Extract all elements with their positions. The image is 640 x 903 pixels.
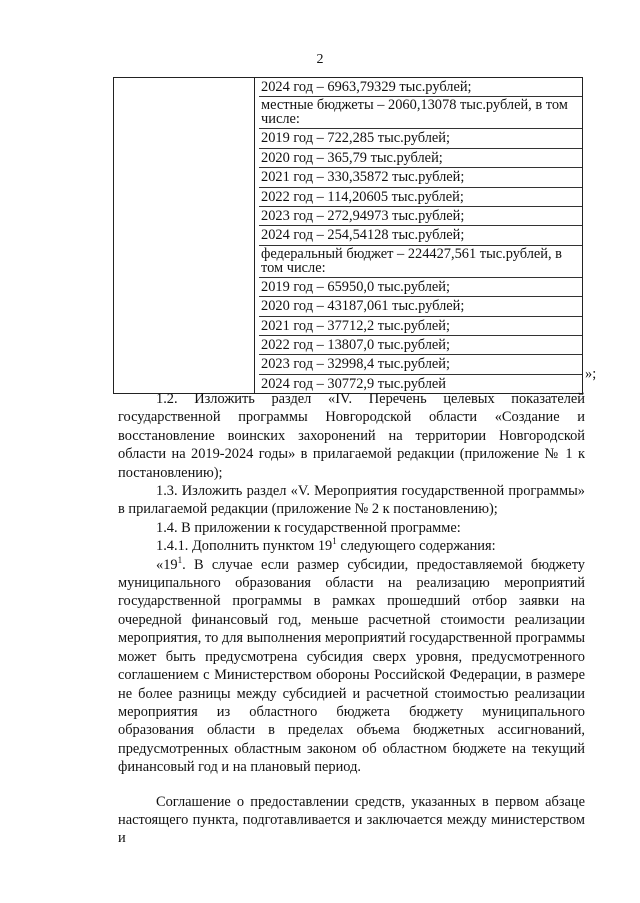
- paragraph-1-4-1: [118, 537, 585, 555]
- paragraph-1-4: 1.4. В приложении к государственной программе:: [156, 519, 461, 536]
- closing-quote: »;: [585, 366, 597, 382]
- table-line: 2021 год – 330,35872 тыс.рублей;: [259, 168, 582, 187]
- table-line: 2020 год – 43187,061 тыс.рублей;: [259, 297, 582, 316]
- document-body: [118, 390, 585, 848]
- table-line: 2020 год – 365,79 тыс.рублей;: [259, 149, 582, 168]
- paragraph-text: следующего содержания:: [336, 538, 496, 555]
- superscript: 1: [177, 554, 183, 565]
- table-line: федеральный бюджет – 224427,561 тыс.рублей, в том числе:: [259, 246, 582, 278]
- paragraph-1-2: 1.2. Изложить раздел «IV. Перечень целевых показателей государственной программы Новгородской области «Создание и восстановление воинских захоронений на территории Новгородской области на 2019-2024 годы» в прилагаемой редакции (приложение № 1 к постановлению);: [118, 391, 585, 481]
- table-line: 2024 год – 254,54128 тыс.рублей;: [259, 226, 582, 245]
- table-line: 2024 год – 6963,79329 тыс.рублей;: [259, 78, 582, 97]
- paragraph-1-3: 1.3. Изложить раздел «V. Мероприятия государственной программы» в прилагаемой редакции (приложение № 2 к постановлению);: [118, 483, 585, 518]
- table-right-cell: [255, 78, 583, 394]
- table-line: 2024 год – 30772,9 тыс.рублей: [261, 375, 446, 392]
- table-line: 2019 год – 722,285 тыс.рублей;: [259, 129, 582, 148]
- paragraph-text: . В случае если размер субсидии, предоставляемой бюджету муниципального образования области на реализацию мероприятий государственной программы в рамках прошедший отбор заявки на очередной финансовый год, меньше расчетной стоимости реализации мероприятия, то для выполнения мероприятий государственной программы может быть предусмотрена субсидия сверх уровня, предусмотренного соглашением с Министерством обороны Российской Федерации, в размере не более разницы между субсидией и расчетной стоимостью реализации мероприятия из областного бюджета бюджету муниципального образования области в пределах объема бюджетных ассигнований, предусмотренных областным законом об областном бюджете на текущий финансовый год и на плановый период.: [118, 556, 585, 776]
- table-line: местные бюджеты – 2060,13078 тыс.рублей, в том числе:: [259, 97, 582, 129]
- table-line: 2023 год – 32998,4 тыс.рублей;: [259, 355, 582, 374]
- table-line: 2021 год – 37712,2 тыс.рублей;: [259, 317, 582, 336]
- paragraph-text: 1.4.1. Дополнить пунктом 19: [156, 538, 333, 555]
- superscript: 1: [332, 536, 337, 547]
- table-line: 2022 год – 13807,0 тыс.рублей;: [259, 336, 582, 355]
- page-number: 2: [316, 52, 324, 67]
- table-line: 2023 год – 272,94973 тыс.рублей;: [259, 207, 582, 226]
- budget-table: [113, 77, 583, 394]
- paragraph-agreement: Соглашение о предоставлении средств, указанных в первом абзаце настоящего пункта, подготавливается и заключается между министерством и: [118, 793, 585, 847]
- table-left-cell: [114, 78, 255, 394]
- paragraph-19-1: [118, 556, 585, 777]
- table-line: 2022 год – 114,20605 тыс.рублей;: [259, 188, 582, 207]
- paragraph-text: «19: [156, 556, 178, 573]
- table-line: 2019 год – 65950,0 тыс.рублей;: [259, 278, 582, 297]
